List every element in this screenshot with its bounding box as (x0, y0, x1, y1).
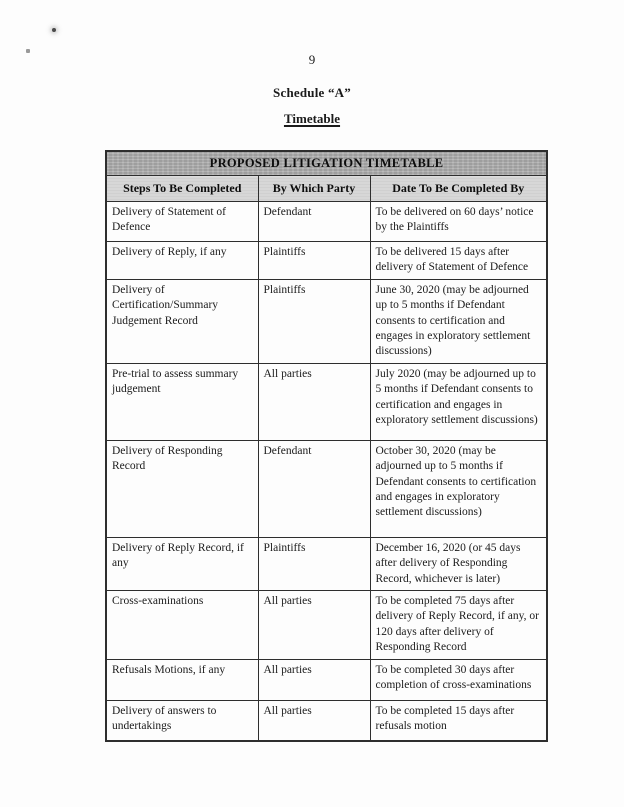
date-cell: To be delivered 15 days after delivery of Statement of Defence (370, 242, 547, 280)
table-title: PROPOSED LITIGATION TIMETABLE (106, 151, 547, 176)
date-cell: December 16, 2020 (or 45 days after delivery of Responding Record, whichever is later) (370, 537, 547, 590)
step-cell: Delivery of Responding Record (106, 440, 258, 537)
party-cell: All parties (258, 363, 370, 440)
table-row (106, 659, 547, 700)
table-row (106, 279, 547, 363)
step-cell: Delivery of Reply Record, if any (106, 537, 258, 590)
table-row (106, 537, 547, 590)
schedule-heading: Schedule “A” (273, 85, 351, 100)
step-cell: Cross-examinations (106, 591, 258, 660)
date-cell: To be completed 15 days after refusals motion (370, 700, 547, 741)
party-cell: Plaintiffs (258, 279, 370, 363)
date-cell: To be delivered on 60 days’ notice by the Plaintiffs (370, 202, 547, 242)
table-row (106, 700, 547, 741)
table-column-header-row (106, 176, 547, 202)
date-cell: July 2020 (may be adjourned up to 5 months if Defendant consents to certification and engages in exploratory settlement discussions) (370, 363, 547, 440)
table-row (106, 242, 547, 280)
timetable-heading (0, 111, 624, 127)
step-cell: Pre-trial to assess summary judgement (106, 363, 258, 440)
step-cell: Refusals Motions, if any (106, 659, 258, 700)
table-row (106, 440, 547, 537)
date-cell: October 30, 2020 (may be adjourned up to 5 months if Defendant consents to certification and engages in exploratory settlement discussions) (370, 440, 547, 537)
litigation-table (105, 150, 548, 742)
date-cell: To be completed 30 days after completion of cross-examinations (370, 659, 547, 700)
timetable-heading-text: Timetable (283, 111, 341, 126)
party-cell: Defendant (258, 202, 370, 242)
step-cell: Delivery of Statement of Defence (106, 202, 258, 242)
party-cell: Plaintiffs (258, 242, 370, 280)
table-row (106, 363, 547, 440)
party-cell: Defendant (258, 440, 370, 537)
table-row (106, 202, 547, 242)
table-row (106, 591, 547, 660)
party-cell: All parties (258, 700, 370, 741)
column-header-steps: Steps To Be Completed (106, 176, 258, 202)
date-cell: June 30, 2020 (may be adjourned up to 5 months if Defendant consents to certification and engages in exploratory settlement discussions) (370, 279, 547, 363)
page-number: 9 (308, 52, 316, 67)
column-header-party: By Which Party (258, 176, 370, 202)
step-cell: Delivery of answers to undertakings (106, 700, 258, 741)
table-title-row (106, 151, 547, 176)
date-cell: To be completed 75 days after delivery of Reply Record, if any, or 120 days after delivery of Responding Record (370, 591, 547, 660)
step-cell: Delivery of Certification/Summary Judgement Record (106, 279, 258, 363)
party-cell: All parties (258, 659, 370, 700)
column-header-date: Date To Be Completed By (370, 176, 547, 202)
party-cell: Plaintiffs (258, 537, 370, 590)
step-cell: Delivery of Reply, if any (106, 242, 258, 280)
scan-speck (52, 28, 56, 32)
party-cell: All parties (258, 591, 370, 660)
